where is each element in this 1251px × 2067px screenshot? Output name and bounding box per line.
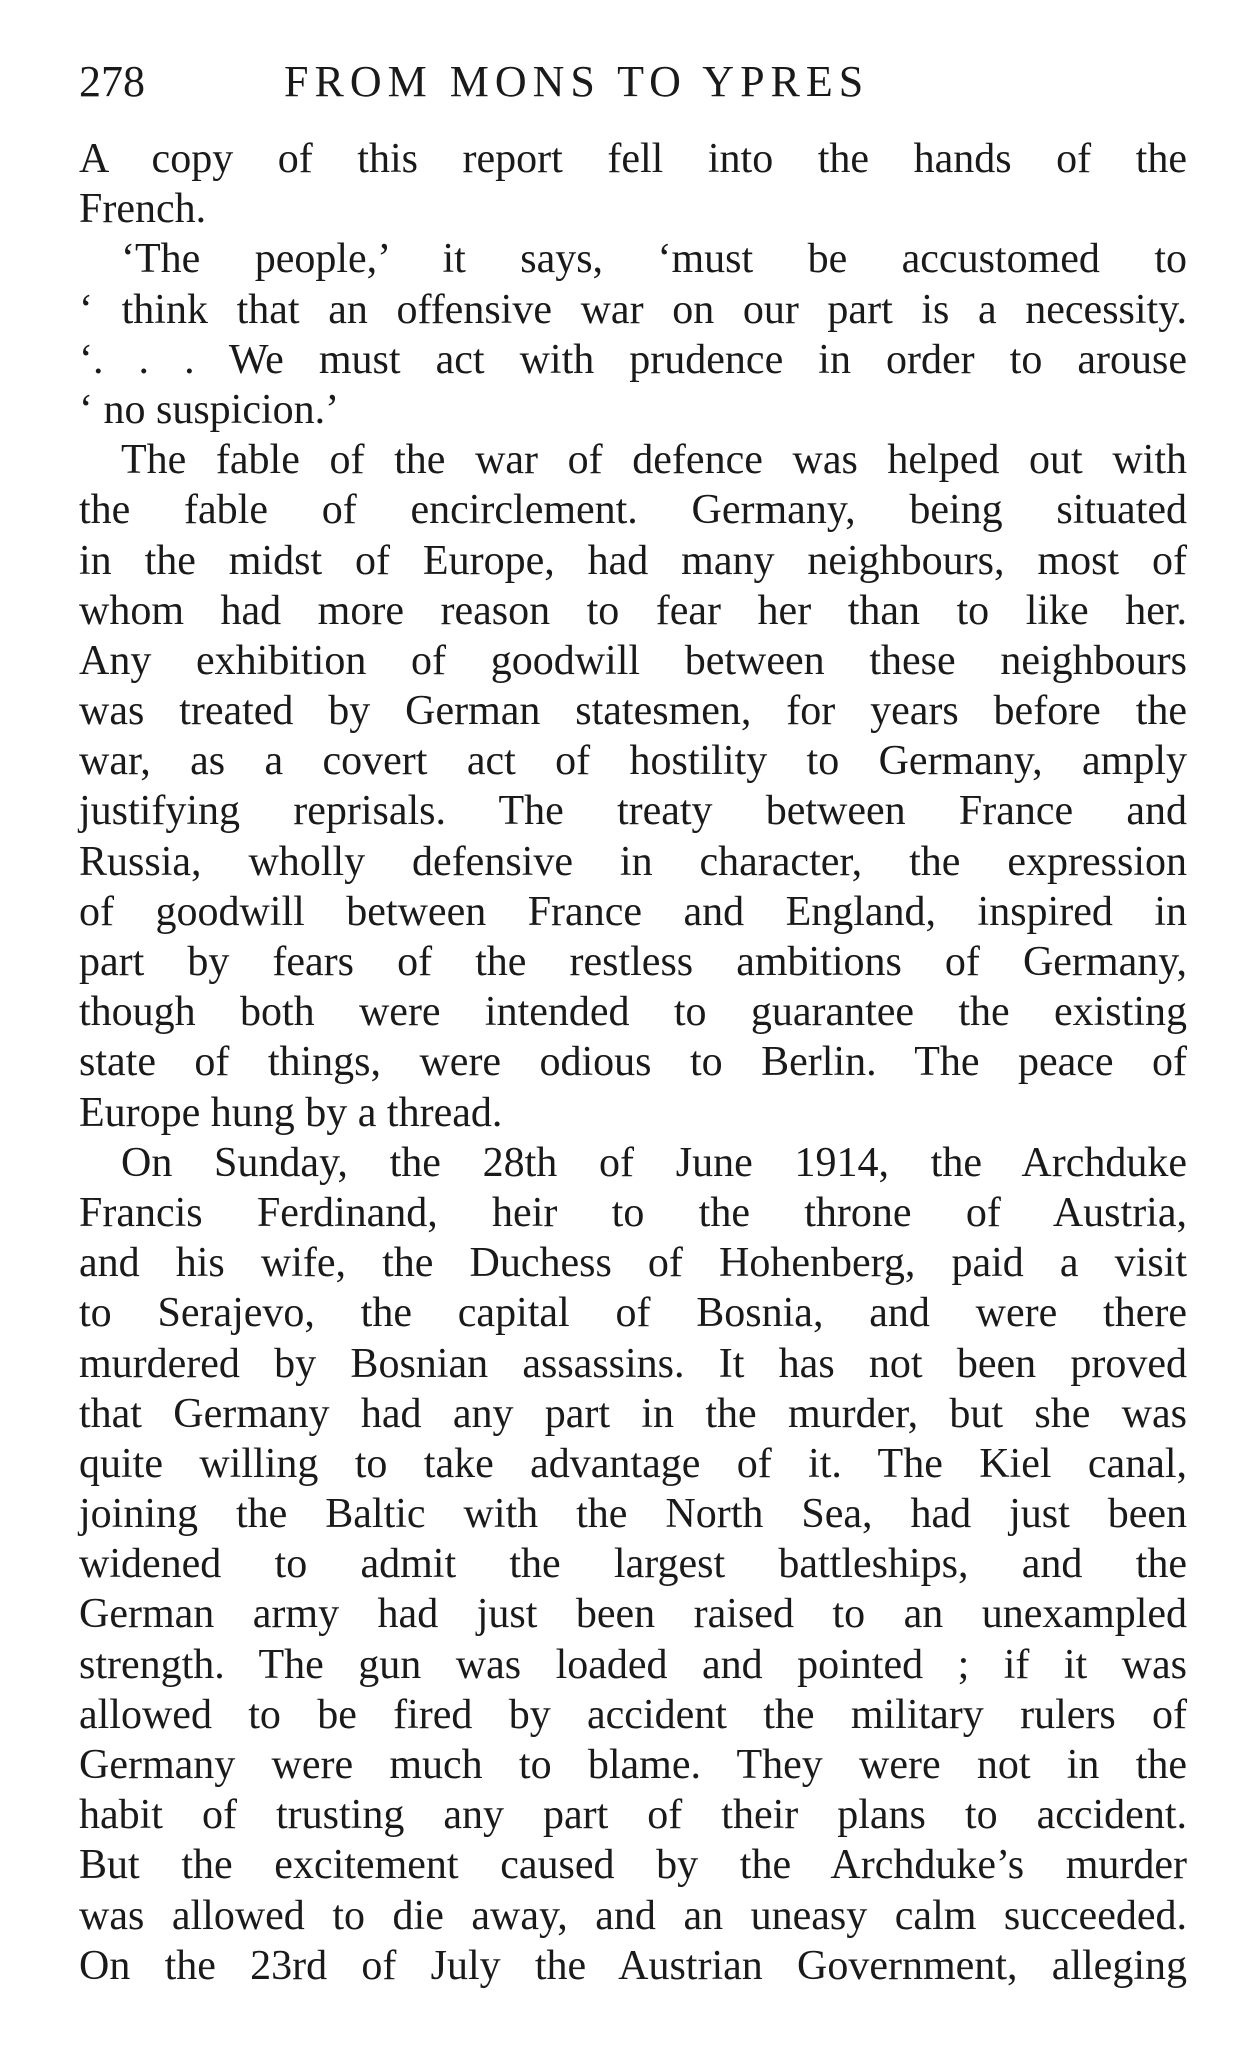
text-line: ‘The people,’ it says, ‘must be accustomed to (121, 236, 1187, 283)
text-line: murdered by Bosnian assassins. It has not been proved (79, 1340, 1187, 1387)
text-line: of goodwill between France and England, inspired in (79, 888, 1187, 935)
text-line: was treated by German statesmen, for years before the (79, 688, 1187, 735)
text-line: though both were intended to guarantee the existing (79, 989, 1187, 1036)
text-line: widened to admit the largest battleships, and the (79, 1541, 1187, 1588)
text-line: and his wife, the Duchess of Hohenberg, paid a visit (79, 1240, 1187, 1287)
text-line: in the midst of Europe, had many neighbours, most of (79, 537, 1187, 584)
text-line: state of things, were odious to Berlin. The peace of (79, 1039, 1187, 1086)
text-line: ‘ think that an offensive war on our part is a necessity. (79, 286, 1187, 333)
text-line: habit of trusting any part of their plans to accident. (79, 1792, 1187, 1839)
text-line: German army had just been raised to an unexampled (79, 1591, 1187, 1638)
text-line: A copy of this report fell into the hands of the (79, 136, 1187, 182)
text-line: On the 23rd of July the Austrian Government, alleging (79, 1942, 1187, 1989)
text-line: Europe hung by a thread. (79, 1089, 503, 1136)
text-line: part by fears of the restless ambitions of Germany, (79, 939, 1187, 985)
text-line: Russia, wholly defensive in character, the expression (79, 838, 1187, 885)
text-line: war, as a covert act of hostility to Germany, amply (79, 738, 1187, 785)
text-line: But the excitement caused by the Archduke’s murder (79, 1842, 1187, 1889)
text-line: was allowed to die away, and an uneasy calm succeeded. (79, 1892, 1187, 1939)
text-line: ‘. . . We must act with prudence in order to arouse (79, 336, 1187, 383)
text-line: justifying reprisals. The treaty between France and (79, 788, 1187, 835)
text-line: strength. The gun was loaded and pointed ; if it was (79, 1641, 1187, 1688)
text-line: quite willing to take advantage of it. The Kiel canal, (79, 1440, 1187, 1487)
text-line: Any exhibition of goodwill between these neighbours (79, 637, 1187, 684)
text-line: the fable of encirclement. Germany, being situated (79, 487, 1187, 534)
page-header (79, 52, 1179, 112)
body-text (79, 134, 1187, 1991)
text-line: ‘ no suspicion.’ (79, 386, 340, 433)
page-number: 278 (79, 57, 145, 106)
text-line: to Serajevo, the capital of Bosnia, and were there (79, 1290, 1187, 1337)
text-line: that Germany had any part in the murder, but she was (79, 1390, 1187, 1437)
running-title: FROM MONS TO YPRES (284, 57, 870, 106)
text-line: The fable of the war of defence was helped out with (121, 437, 1187, 484)
text-line: French. (79, 186, 207, 233)
text-line: Francis Ferdinand, heir to the throne of Austria, (79, 1189, 1187, 1236)
text-line: allowed to be fired by accident the military rulers of (79, 1691, 1187, 1738)
text-line: On Sunday, the 28th of June 1914, the Archduke (121, 1139, 1187, 1186)
text-line: Germany were much to blame. They were not in the (79, 1742, 1187, 1788)
text-line: joining the Baltic with the North Sea, had just been (79, 1491, 1187, 1538)
text-line: whom had more reason to fear her than to like her. (79, 587, 1187, 634)
